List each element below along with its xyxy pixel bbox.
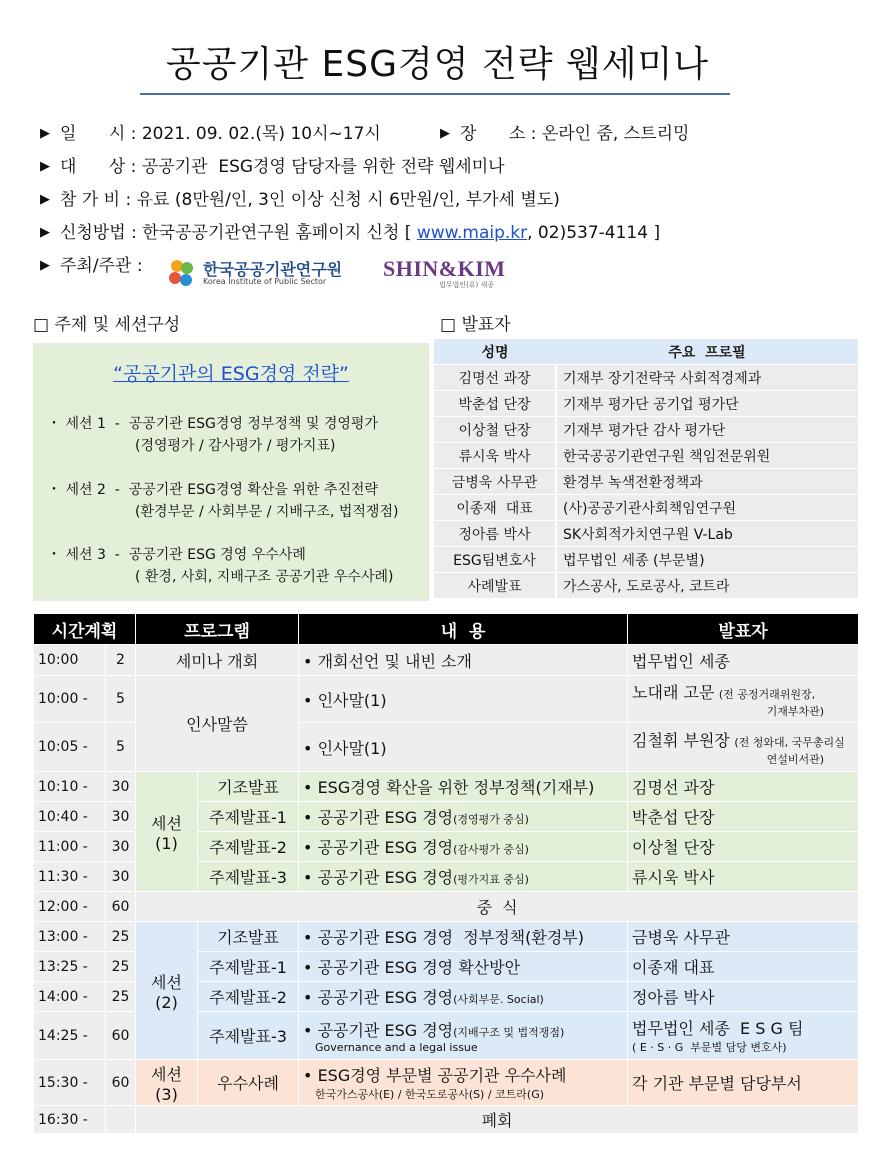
subprogram-cell: 기조발표 — [198, 772, 299, 802]
speaker-cell: 류시욱 박사 — [628, 862, 859, 892]
presenter-profile: 한국공공기관연구원 책임전문위원 — [556, 443, 858, 469]
table-row — [434, 443, 858, 469]
subprogram-cell: 주제발표-1 — [198, 802, 299, 832]
duration-cell: 5 — [106, 676, 136, 723]
presenter-name: 사례발표 — [434, 573, 556, 599]
presenter-name: 금병욱 사무관 — [434, 469, 556, 495]
presenter-name: 류시욱 박사 — [434, 443, 556, 469]
duration-cell: 60 — [106, 1012, 136, 1060]
time-cell: 10:00 - — [34, 676, 106, 723]
lunch-cell: 중 식 — [136, 892, 859, 922]
content-cell: • 공공기관 ESG 경영(감사평가 중심) — [299, 832, 628, 862]
presenter-profile: 가스공사, 도로공사, 코트라 — [556, 573, 858, 599]
table-row — [434, 391, 858, 417]
content-cell: • ESG경영 확산을 위한 정부정책(기재부) — [299, 772, 628, 802]
kipa-logo-english: Korea Institute of Public Sector — [203, 277, 327, 286]
time-cell: 10:05 - — [34, 723, 106, 772]
presenter-name: 이종재 대표 — [434, 495, 556, 521]
table-header-row — [34, 614, 859, 645]
shinkim-logo-text: SHIN&KIM — [383, 256, 506, 281]
duration-cell: 30 — [106, 862, 136, 892]
info-value: , 02)537-4114 ] — [527, 223, 661, 243]
speaker-cell: 김철휘 부원장 (전 청와대, 국무총리실 연설비서관) — [628, 723, 859, 772]
separator: : — [120, 190, 137, 210]
program-cell: 인사말씀 — [136, 676, 299, 772]
presenter-profile: 법무법인 세종 (부문별) — [556, 547, 858, 573]
content-cell: • ESG경영 부문별 공공기관 우수사례 한국가스공사(E) / 한국도로공사(S) / 코트라(G) — [299, 1060, 628, 1106]
info-row-venue — [440, 122, 689, 146]
topics-title: “공공기관의 ESG경영 전략” — [113, 363, 349, 385]
table-row — [434, 365, 858, 391]
session-label: 세션 (3) — [136, 1060, 198, 1106]
homepage-link[interactable]: www.maip.kr — [416, 223, 528, 243]
speaker-cell: 정아름 박사 — [628, 982, 859, 1012]
speaker-cell: 박춘섭 단장 — [628, 802, 859, 832]
time-cell: 16:30 - — [34, 1106, 106, 1134]
session-item: ・ 세션 1 - 공공기관 ESG경영 정부정책 및 경영평가 (경영평가 / 감사평가 / 평가지표) — [47, 416, 378, 454]
separator: : — [525, 124, 542, 144]
duration-cell: 30 — [106, 772, 136, 802]
triangle-bullet-icon: ▶ — [40, 192, 50, 207]
info-value: 한국공공기관연구원 홈페이지 신청 [ — [142, 223, 417, 243]
kipa-emblem-icon — [165, 256, 199, 290]
time-cell: 15:30 - — [34, 1060, 106, 1106]
subprogram-cell: 주제발표-2 — [198, 832, 299, 862]
time-cell: 13:00 - — [34, 922, 106, 952]
presenter-name: 김명선 과장 — [434, 365, 556, 391]
presenter-name: 이상철 단장 — [434, 417, 556, 443]
speaker-cell: 노대래 고문 (전 공정거래위원장, 기재부차관) — [628, 676, 859, 723]
session-label: 세션 (1) — [136, 772, 198, 892]
subprogram-cell: 우수사례 — [198, 1060, 299, 1106]
table-row — [34, 892, 859, 922]
time-cell: 11:00 - — [34, 832, 106, 862]
table-header-row — [434, 339, 858, 365]
info-value: 유료 (8만원/인, 3인 이상 신청 시 6만원/인, 부가세 별도) — [136, 190, 560, 210]
info-row-host — [40, 254, 148, 278]
info-label: 대 상 — [60, 157, 126, 177]
duration-cell: 25 — [106, 952, 136, 982]
presenter-profile: 기재부 평가단 공기업 평가단 — [556, 391, 858, 417]
page-title: 공공기관 ESG경영 전략 웹세미나 — [165, 44, 710, 85]
triangle-bullet-icon: ▶ — [40, 159, 50, 174]
table-row — [34, 645, 859, 676]
subprogram-cell: 주제발표-2 — [198, 982, 299, 1012]
duration-cell: 2 — [106, 645, 136, 676]
info-row-date — [40, 122, 381, 146]
duration-cell: 25 — [106, 922, 136, 952]
time-cell: 14:25 - — [34, 1012, 106, 1060]
presenter-profile: SK사회적가치연구원 V-Lab — [556, 521, 858, 547]
duration-cell — [106, 1106, 136, 1134]
content-cell: • 공공기관 ESG 경영(평가지표 중심) — [299, 862, 628, 892]
info-row-apply — [40, 221, 660, 245]
column-header: 프로그램 — [136, 614, 299, 645]
duration-cell: 30 — [106, 832, 136, 862]
speaker-cell: 이상철 단장 — [628, 832, 859, 862]
time-cell: 11:30 - — [34, 862, 106, 892]
shinkim-logo-sub: 법무법인(유) 세종 — [439, 281, 495, 289]
content-cell: • 공공기관 ESG 경영(지배구조 및 법적쟁점) Governance and a legal issue — [299, 1012, 628, 1060]
info-value: 공공기관 ESG경영 담당자를 위한 전략 웹세미나 — [141, 157, 505, 177]
time-cell: 10:00 — [34, 645, 106, 676]
speaker-cell: 법무법인 세종 E S G 팀 ( E · S · G 부문별 담당 변호사) — [628, 1012, 859, 1060]
separator: : — [125, 157, 142, 177]
speaker-cell: 법무법인 세종 — [628, 645, 859, 676]
content-cell: • 공공기관 ESG 경영(경영평가 중심) — [299, 802, 628, 832]
presenter-profile: 환경부 녹색전환정책과 — [556, 469, 858, 495]
content-cell: • 공공기관 ESG 경영(사회부문. Social) — [299, 982, 628, 1012]
presenter-name: 박춘섭 단장 — [434, 391, 556, 417]
triangle-bullet-icon: ▶ — [440, 126, 450, 141]
table-row — [434, 495, 858, 521]
column-header: 내 용 — [299, 614, 628, 645]
time-cell: 10:10 - — [34, 772, 106, 802]
session-item: ・ 세션 3 - 공공기관 ESG 경영 우수사례 ( 환경, 사회, 지배구조 공공기관 우수사례) — [47, 547, 394, 585]
info-row-target — [40, 155, 505, 179]
speaker-cell: 김명선 과장 — [628, 772, 859, 802]
table-row — [34, 1060, 859, 1106]
table-row — [434, 417, 858, 443]
subprogram-cell: 주제발표-3 — [198, 1012, 299, 1060]
subprogram-cell: 기조발표 — [198, 922, 299, 952]
presenter-profile: 기재부 장기전략국 사회적경제과 — [556, 365, 858, 391]
duration-cell: 25 — [106, 982, 136, 1012]
time-cell: 12:00 - — [34, 892, 106, 922]
title-underline — [140, 93, 730, 95]
table-row — [434, 521, 858, 547]
content-cell: • 인사말(1) — [299, 676, 628, 723]
triangle-bullet-icon: ▶ — [40, 225, 50, 240]
column-header: 주요 프로필 — [556, 339, 858, 365]
time-cell: 10:40 - — [34, 802, 106, 832]
content-cell: • 공공기관 ESG 경영 정부정책(환경부) — [299, 922, 628, 952]
column-header: 성명 — [434, 339, 556, 365]
table-row — [434, 469, 858, 495]
presenter-profile: 기재부 평가단 감사 평가단 — [556, 417, 858, 443]
content-cell: • 개회선언 및 내빈 소개 — [299, 645, 628, 676]
info-row-fee — [40, 188, 560, 212]
table-row — [34, 922, 859, 952]
speaker-cell: 이종재 대표 — [628, 952, 859, 982]
shinkim-logo — [383, 256, 506, 289]
info-label: 주최/주관 — [60, 256, 132, 276]
separator: : — [125, 124, 142, 144]
separator: : — [125, 223, 143, 243]
kipa-logo — [165, 256, 343, 290]
table-row — [434, 547, 858, 573]
presenter-name: 정아름 박사 — [434, 521, 556, 547]
kipa-logo-korean: 한국공공기관연구원 — [203, 260, 343, 279]
info-value: 2021. 09. 02.(목) 10시~17시 — [141, 124, 381, 144]
program-cell: 세미나 개회 — [136, 645, 299, 676]
schedule-table — [33, 613, 859, 1134]
time-cell: 13:25 - — [34, 952, 106, 982]
session-label: 세션 (2) — [136, 922, 198, 1060]
content-cell: • 인사말(1) — [299, 723, 628, 772]
subprogram-cell: 주제발표-1 — [198, 952, 299, 982]
table-row — [434, 573, 858, 599]
triangle-bullet-icon: ▶ — [40, 258, 50, 273]
closing-cell: 폐회 — [136, 1106, 859, 1134]
topics-box — [33, 343, 429, 601]
separator: : — [131, 256, 148, 276]
presenter-name: ESG팀변호사 — [434, 547, 556, 573]
info-label: 장 소 — [460, 124, 526, 144]
info-label: 참 가 비 — [60, 190, 121, 210]
content-cell: • 공공기관 ESG 경영 확산방안 — [299, 952, 628, 982]
speaker-cell: 각 기관 부문별 담당부서 — [628, 1060, 859, 1106]
info-label: 일 시 — [60, 124, 126, 144]
presenter-profile: (사)공공기관사회책임연구원 — [556, 495, 858, 521]
presenters-heading: □ 발표자 — [440, 315, 511, 335]
info-value: 온라인 줌, 스트리밍 — [541, 124, 690, 144]
duration-cell: 60 — [106, 892, 136, 922]
table-row — [34, 676, 859, 723]
triangle-bullet-icon: ▶ — [40, 126, 50, 141]
column-header: 발표자 — [628, 614, 859, 645]
column-header: 시간계획 — [34, 614, 136, 645]
duration-cell: 30 — [106, 802, 136, 832]
table-row — [34, 1106, 859, 1134]
presenters-table — [434, 339, 858, 599]
subprogram-cell: 주제발표-3 — [198, 862, 299, 892]
speaker-cell: 금병욱 사무관 — [628, 922, 859, 952]
topics-heading: □ 주제 및 세션구성 — [33, 315, 181, 335]
time-cell: 14:00 - — [34, 982, 106, 1012]
info-label: 신청방법 — [60, 223, 126, 243]
session-item: ・ 세션 2 - 공공기관 ESG경영 확산을 위한 추진전략 (환경부문 / 사회부문 / 지배구조, 법적쟁점) — [47, 482, 399, 520]
table-row — [34, 772, 859, 802]
duration-cell: 60 — [106, 1060, 136, 1106]
duration-cell: 5 — [106, 723, 136, 772]
